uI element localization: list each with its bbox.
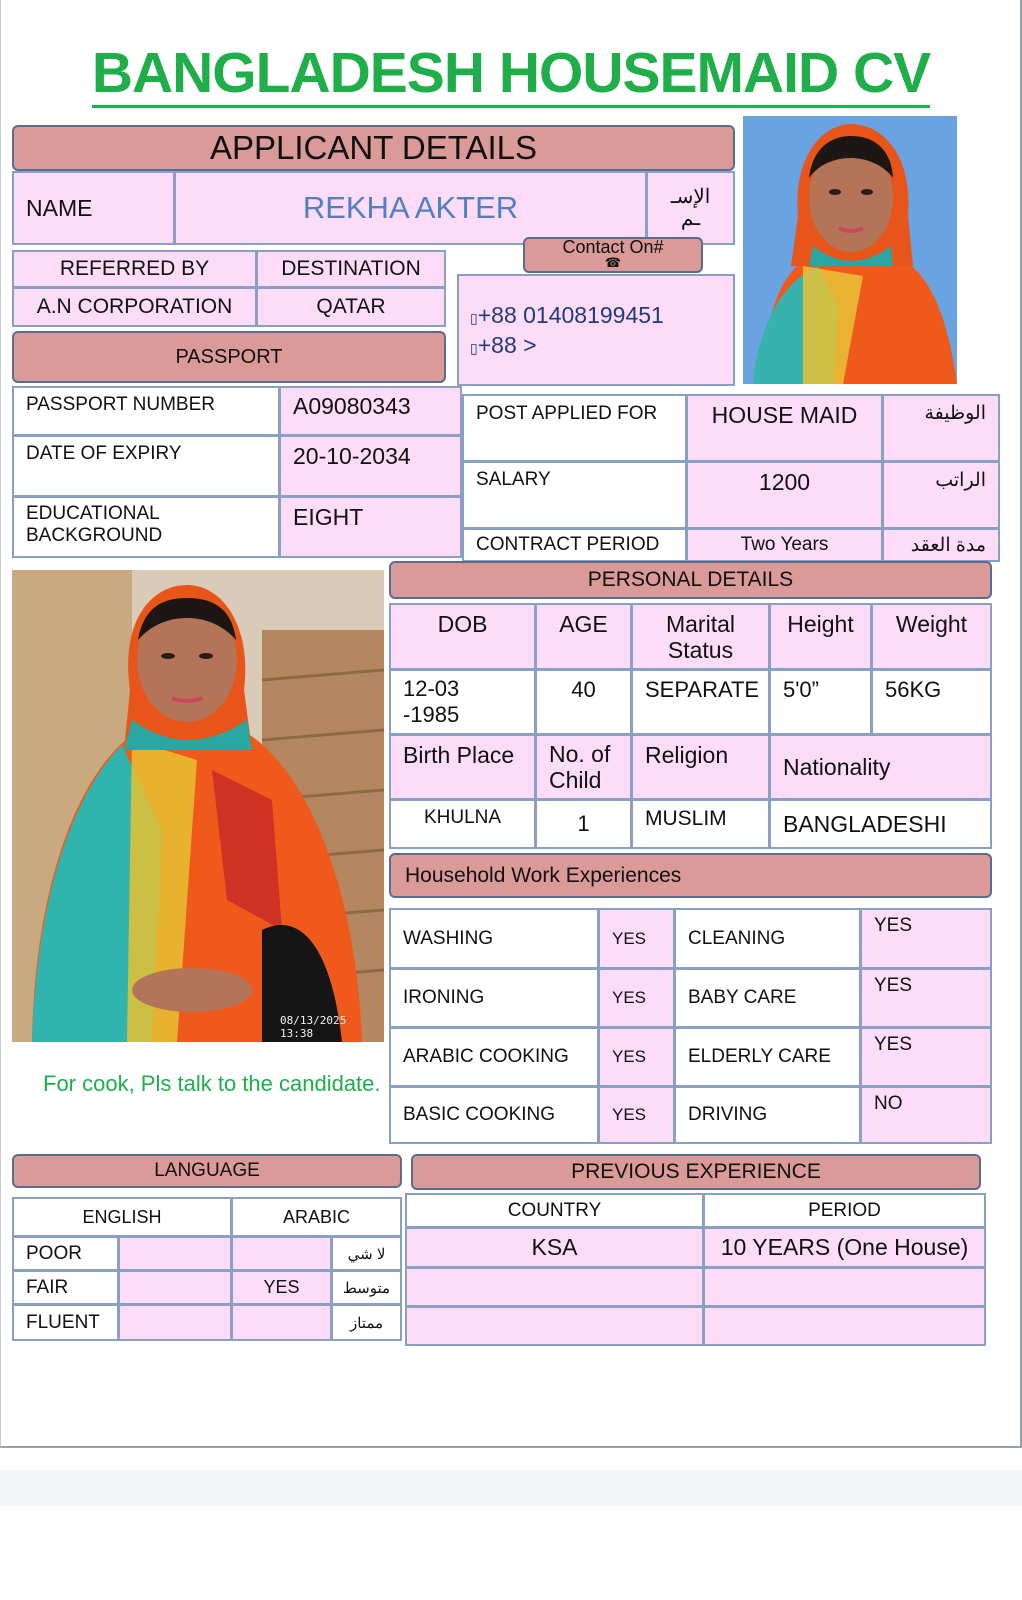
contract-label: CONTRACT PERIOD (462, 528, 687, 562)
skill-label: BASIC COOKING (389, 1086, 599, 1144)
skill-value: YES (860, 968, 992, 1028)
salary-arabic: الراتب (882, 461, 1000, 529)
language-level: FAIR (12, 1270, 119, 1305)
arabic-level-value: YES (231, 1270, 332, 1305)
english-level-value (118, 1236, 232, 1271)
prev-period (703, 1306, 986, 1346)
birthplace-value: KHULNA (389, 799, 536, 849)
referred-by-label: REFERRED BY (12, 250, 257, 288)
period-label: PERIOD (703, 1193, 986, 1228)
phone-number-1[interactable]: ▯+88 01408199451 (470, 302, 664, 328)
skill-label: IRONING (389, 968, 599, 1028)
prev-country (405, 1267, 704, 1307)
skill-label: DRIVING (674, 1086, 861, 1144)
salary-label: SALARY (462, 461, 687, 529)
language-header: LANGUAGE (12, 1154, 402, 1188)
prev-country: KSA (405, 1227, 704, 1268)
phone-icon: ☎ (604, 255, 622, 270)
weight-value: 56KG (871, 669, 992, 735)
skill-value: YES (860, 908, 992, 969)
prev-period: 10 YEARS (One House) (703, 1227, 986, 1268)
education-value: EIGHT (279, 496, 462, 558)
arabic-level-value (231, 1304, 332, 1341)
contact-phones (470, 302, 730, 362)
salary-value: 1200 (686, 461, 883, 529)
height-label: Height (769, 603, 872, 670)
skill-value: YES (598, 1027, 675, 1087)
name-label: NAME (12, 171, 175, 245)
cook-note: For cook, Pls talk to the candidate. (43, 1071, 381, 1096)
skill-label: ELDERLY CARE (674, 1027, 861, 1087)
skill-label: BABY CARE (674, 968, 861, 1028)
country-label: COUNTRY (405, 1193, 704, 1228)
expiry-value: 20-10-2034 (279, 435, 462, 497)
household-experience-header: Household Work Experiences (389, 853, 992, 898)
post-value: HOUSE MAID (686, 394, 883, 462)
previous-experience-header: PREVIOUS EXPERIENCE (411, 1154, 981, 1190)
arabic-level-label: ممتاز (331, 1304, 402, 1341)
portrait-photo-small (743, 116, 957, 384)
marital-value: SEPARATE (631, 669, 770, 735)
destination-value: QATAR (256, 287, 446, 327)
nationality-label: Nationality (769, 734, 992, 800)
skill-value: NO (860, 1086, 992, 1144)
arabic-level-label: متوسط (331, 1270, 402, 1305)
language-level: FLUENT (12, 1304, 119, 1341)
destination-label: DESTINATION (256, 250, 446, 288)
skill-label: ARABIC COOKING (389, 1027, 599, 1087)
contract-value: Two Years (686, 528, 883, 562)
photo-timestamp: 08/13/2025 13:38 (280, 1014, 347, 1040)
phone-number-2[interactable]: ▯+88 > (470, 332, 537, 358)
english-level-value (118, 1304, 232, 1341)
applicant-details-header: APPLICANT DETAILS (12, 125, 735, 171)
full-photo-illustration (12, 570, 384, 1042)
prev-period (703, 1267, 986, 1307)
skill-value: YES (598, 1086, 675, 1144)
skill-value: YES (860, 1027, 992, 1087)
prev-country (405, 1306, 704, 1346)
arabic-level-value (231, 1236, 332, 1271)
nationality-value: BANGLADESHI (769, 799, 992, 849)
arabic-label: ARABIC (231, 1197, 402, 1237)
portrait-illustration (743, 116, 957, 384)
contract-arabic: مدة العقد (882, 528, 1000, 562)
personal-details-header: PERSONAL DETAILS (389, 561, 992, 599)
children-value: 1 (535, 799, 632, 849)
english-level-value (118, 1270, 232, 1305)
page-title: BANGLADESH HOUSEMAID CV (0, 40, 1022, 106)
education-label: EDUCATIONAL BACKGROUND (12, 496, 280, 558)
birthplace-label: Birth Place (389, 734, 536, 800)
religion-value: MUSLIM (631, 799, 770, 849)
skill-value: YES (598, 968, 675, 1028)
age-value: 40 (535, 669, 632, 735)
passport-number-value: A09080343 (279, 386, 462, 436)
skill-value: YES (598, 908, 675, 969)
skill-label: WASHING (389, 908, 599, 969)
passport-header: PASSPORT (12, 331, 446, 383)
name-arabic-label: الإسـ ـم (646, 171, 735, 245)
arabic-level-label: لا شي (331, 1236, 402, 1271)
language-level: POOR (12, 1236, 119, 1271)
contact-header: Contact On# ☎ (523, 237, 703, 273)
children-label: No. of Child (535, 734, 632, 800)
religion-label: Religion (631, 734, 770, 800)
full-photo (12, 570, 384, 1042)
marital-label: Marital Status (631, 603, 770, 670)
weight-label: Weight (871, 603, 992, 670)
skill-label: CLEANING (674, 908, 861, 969)
dob-label: DOB (389, 603, 536, 670)
height-value: 5'0” (769, 669, 872, 735)
dob-value: 12-03 -1985 (389, 669, 536, 735)
age-label: AGE (535, 603, 632, 670)
passport-number-label: PASSPORT NUMBER (12, 386, 280, 436)
name-value: REKHA AKTER (174, 171, 647, 245)
expiry-label: DATE OF EXPIRY (12, 435, 280, 497)
post-arabic: الوظيفة (882, 394, 1000, 462)
english-label: ENGLISH (12, 1197, 232, 1237)
post-label: POST APPLIED FOR (462, 394, 687, 462)
referred-by-value: A.N CORPORATION (12, 287, 257, 327)
footer-band (0, 1470, 1022, 1506)
